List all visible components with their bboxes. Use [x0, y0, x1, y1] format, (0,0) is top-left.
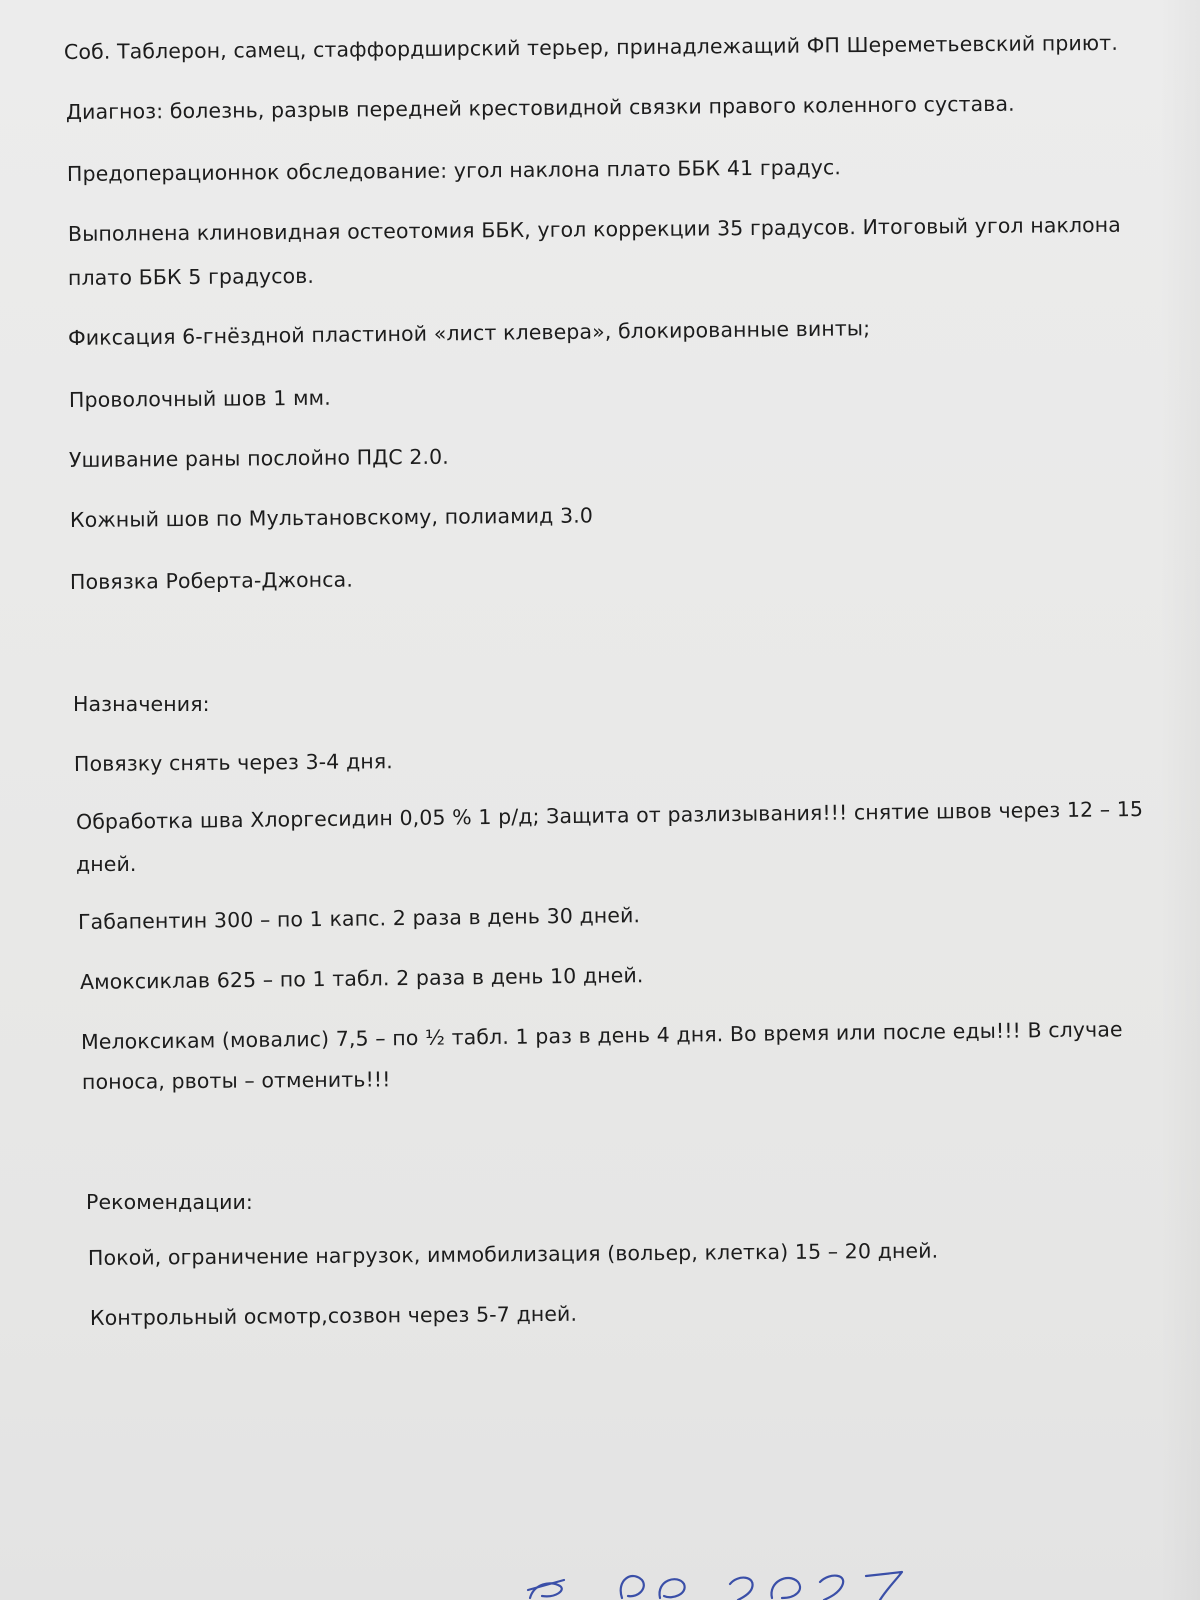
prescription-wound-care-2: дней.	[76, 852, 137, 876]
wound-closure-line: Ушивание раны послойно ПДС 2.0.	[68, 444, 449, 472]
recommendations-heading: Рекомендации:	[86, 1190, 253, 1214]
preop-exam-line: Предоперационнок обследование: угол наклона плато ББК 41 градус.	[66, 155, 842, 186]
skin-suture-line: Кожный шов по Мультановскому, полиамид 3.0	[69, 503, 594, 532]
recommendation-checkup: Контрольный осмотр,созвон через 5-7 дней.	[89, 1301, 578, 1330]
fixation-line: Фиксация 6-гнёздной пластиной «лист клевера», блокированные винты;	[67, 316, 871, 350]
prescription-bandage-removal: Повязку снять через 3-4 дня.	[73, 749, 393, 776]
page-edge-shadow	[1160, 0, 1200, 1600]
prescription-wound-care-1: Обработка шва Хлоргесидин 0,05 % 1 р/д; Защита от разлизывания!!! снятие швов через 12 – 15	[75, 796, 1144, 834]
prescription-meloxicam-2: поноса, рвоты – отменить!!!	[81, 1067, 391, 1094]
handwritten-date-mark	[520, 1540, 940, 1600]
bandage-line: Повязка Роберта-Джонса.	[69, 567, 353, 594]
prescriptions-heading: Назначения:	[73, 692, 210, 716]
diagnosis-line: Диагноз: болезнь, разрыв передней крестовидной связки правого коленного сустава.	[65, 91, 1015, 124]
prescription-gabapentin: Габапентин 300 – по 1 капс. 2 раза в день 30 дней.	[77, 903, 641, 934]
wire-suture-line: Проволочный шов 1 мм.	[68, 385, 331, 412]
prescription-amoxiclav: Амоксиклав 625 – по 1 табл. 2 раза в день 10 дней.	[79, 963, 644, 994]
patient-line: Соб. Таблерон, самец, стаффордширский терьер, принадлежащий ФП Шереметьевский приют.	[63, 30, 1119, 64]
osteotomy-line-1: Выполнена клиновидная остеотомия ББК, угол коррекции 35 градусов. Итоговый угол наклона	[67, 212, 1122, 246]
osteotomy-line-2: плато ББК 5 градусов.	[67, 263, 315, 290]
prescription-meloxicam-1: Мелоксикам (мовалис) 7,5 – по ½ табл. 1 раз в день 4 дня. Во время или после еды!!! В случае	[80, 1017, 1123, 1054]
recommendation-rest: Покой, ограничение нагрузок, иммобилизация (вольер, клетка) 15 – 20 дней.	[87, 1238, 939, 1270]
